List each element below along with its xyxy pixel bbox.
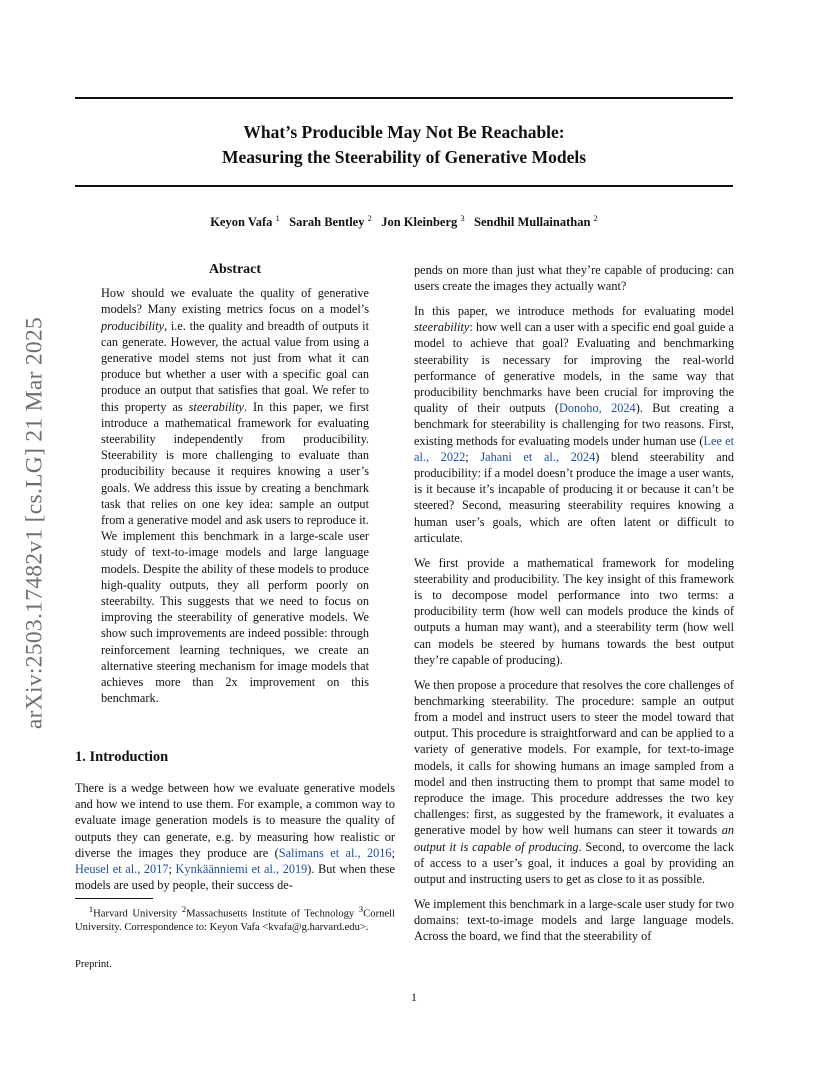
body-text: . Second, to overcome the lack of access to a user’s goal, it induces a goal by providing an output and instructing users to get as close to it as possible. — [414, 839, 734, 887]
citation-link[interactable]: Salimans et al., 2016 — [278, 845, 392, 860]
body-emphasis: an output it is capable of producing — [414, 823, 734, 854]
author-name: Sendhil Mullainathan — [474, 215, 591, 230]
arxiv-stamp — [20, 285, 50, 760]
footnote-mark: 3 — [358, 904, 364, 914]
body-text: : how well can a user with a specific end goal guide a model to achieve that goal? Evaluating and benchmarking steerability is necessary for improving the real-world performance of generative models, in the same way that producibility benchmarks have been crucial for improving the quality of their outputs ( — [414, 320, 734, 416]
author-list — [75, 213, 733, 230]
footnote-rule — [75, 898, 153, 899]
body-paragraph: We first provide a mathematical framework for modeling steerability and producibility. The key insight of this framework is to decompose model performance into two terms: a producibility term (how well can models produce the kinds of outputs a human may want), and a steerability term (how well can models be steered by humans towards the best output they’re capable of producing). — [414, 555, 734, 667]
abstract-text: How should we evaluate the quality of generative models? Many existing metrics focus on a model’s — [101, 286, 369, 317]
citation-link[interactable]: Kynkäänniemi et al., 2019 — [175, 862, 308, 877]
footnote-text: Cornell University. Correspondence to: Keyon Vafa <kvafa@g.harvard.edu>. — [75, 908, 395, 934]
body-text: We then propose a procedure that resolves the core challenges of benchmarking steerability. The procedure: sample an output from a model and instruct users to steer the model toward that output. This procedure is straightforward and can be applied to a variety of generative models. For example, for text-to-image models, it calls for showing humans an image sampled from a model and then instructing them to prompt that same model to reproduce the image. This procedure addresses the two key challenges: first, as suggested by the framework, it evaluates a generative model by how well humans can steer it towards — [414, 677, 734, 838]
author-affiliation: 2 — [593, 213, 598, 223]
arxiv-stamp-text: arXiv:2503.17482v1 [cs.LG] 21 Mar 2025 — [21, 316, 48, 729]
author-affiliation: 2 — [367, 213, 372, 223]
bottom-title-rule — [75, 185, 733, 187]
top-rule — [75, 97, 733, 99]
body-paragraph: pends on more than just what they’re capable of producing: can users create the images they actually want? — [414, 263, 734, 294]
author-affiliation: 3 — [460, 213, 465, 223]
footnote-text: Harvard University — [93, 908, 182, 920]
citation-link[interactable]: Lee et al., 2022 — [414, 433, 734, 464]
footnote-mark: 2 — [181, 904, 187, 914]
body-paragraph: In this paper, we introduce methods for evaluating model steerability: how well can a user with a specific end goal guide a model to achieve that goal? Evaluating and benchmarking steerability is necessary for improving the real-world performance of generative models, in the same way that producibility benchmarks have been crucial for improving the quality of their outputs (Donoho, 2024). But creating a benchmark for steerability is challenging for two reasons. First, existing methods for evaluating models under human use (Lee et al., 2022; Jahani et al., 2024) blend steerability and producibility: if a model doesn’t produce the image a user wants, is it because it’s incapable of producing it or because it can’t be steered? Second, measuring steerability requires knowing a human user’s goals, which are often latent or difficult to articulate. — [414, 304, 734, 545]
author-name: Sarah Bentley — [289, 215, 365, 230]
preprint-label: Preprint. — [75, 959, 112, 970]
abstract-text: . In this paper, we first introduce a mathematical framework for evaluating steerability independently from producibility. Steerability is more challenging to evaluate than producibility because it requires knowing a user’s goals. We address this issue by creating a benchmark task that relies on one key idea: sample an output from a generative model and ask users to reproduce it. We implement this benchmark in a large-scale user study of text-to-image models and large language models. Despite the ability of these models to produce high-quality outputs, they all perform poorly on steerabilty. This suggests that we need to focus on improving the steerability of generative models. We show such improvements are indeed possible: through reinforcement learning techniques, we create an alternative steering mechanism for image models that achieves more than 2x improvement on this benchmark. — [101, 399, 369, 706]
author-name: Keyon Vafa — [210, 215, 273, 230]
author-name: Jon Kleinberg — [381, 215, 458, 230]
abstract-heading: Abstract — [208, 262, 262, 277]
abstract-text: , i.e. the quality and breadth of outputs it can generate. However, the actual value from using a generative model stems not just from what it can produce but whether a user with a specific goal can produce an output that satisfies that goal. We refer to this property as — [101, 318, 369, 414]
body-paragraph: We implement this benchmark in a large-scale user study for two domains: text-to-image models and large language models. Across the board, we find that the steerability of — [414, 896, 734, 944]
citation-link[interactable]: Heusel et al., 2017 — [75, 862, 169, 877]
citation-link[interactable]: Donoho, 2024 — [558, 401, 636, 416]
body-emphasis: steerability — [414, 320, 470, 335]
abstract-emphasis: producibility — [101, 318, 165, 333]
body-text: In this paper, we introduce methods for evaluating model — [414, 304, 734, 318]
body-text: ) blend steerability and producibility: if a model doesn’t produce the image a user wants, is it because it’s incapable of producing it or because it can’t be steered? Second, measuring steerability requires knowing a human user’s goals, which are often latent or difficult to articulate. — [414, 449, 734, 545]
abstract-body — [101, 285, 369, 706]
abstract — [101, 262, 369, 706]
body-text: There is a wedge between how we evaluate generative models and how we intend to use them. For example, a common way to evaluate image generation models is to measure the quality of outputs they can generate, e.g. by measuring how realistic or diverse the images they produce are ( — [75, 781, 395, 860]
author-affiliation: 1 — [275, 213, 280, 223]
paper-title-line2: Measuring the Steerability of Generative Models — [221, 147, 587, 167]
paper-title-line1: What’s Producible May Not Be Reachable: — [243, 122, 565, 142]
intro-paragraph: There is a wedge between how we evaluate generative models and how we intend to use them. For example, a common way to evaluate image generation models is to measure the quality of outputs they can generate, e.g. by measuring how realistic or diverse the images they produce are (Salimans et al., 2016; Heusel et al., 2017; Kynkäänniemi et al., 2019). But when these models are used by people, their success de- — [75, 781, 395, 893]
body-paragraph — [414, 677, 734, 888]
body-text: ). But when these models are used by people, their success de- — [75, 862, 395, 893]
citation-link[interactable]: Jahani et al., 2024 — [480, 449, 596, 464]
body-text: ). But creating a benchmark for steerability is challenging for two reasons. First, existing methods for evaluating models under human use ( — [414, 401, 734, 448]
section-heading-introduction: 1. Introduction — [75, 749, 169, 765]
abstract-emphasis: steerability — [188, 399, 244, 414]
page-number: 1 — [411, 990, 417, 1004]
footnote-mark: 1 — [88, 904, 94, 914]
right-column — [414, 262, 734, 953]
footnote — [75, 903, 395, 935]
footnote-text: Massachusetts Institute of Technology — [186, 908, 359, 920]
